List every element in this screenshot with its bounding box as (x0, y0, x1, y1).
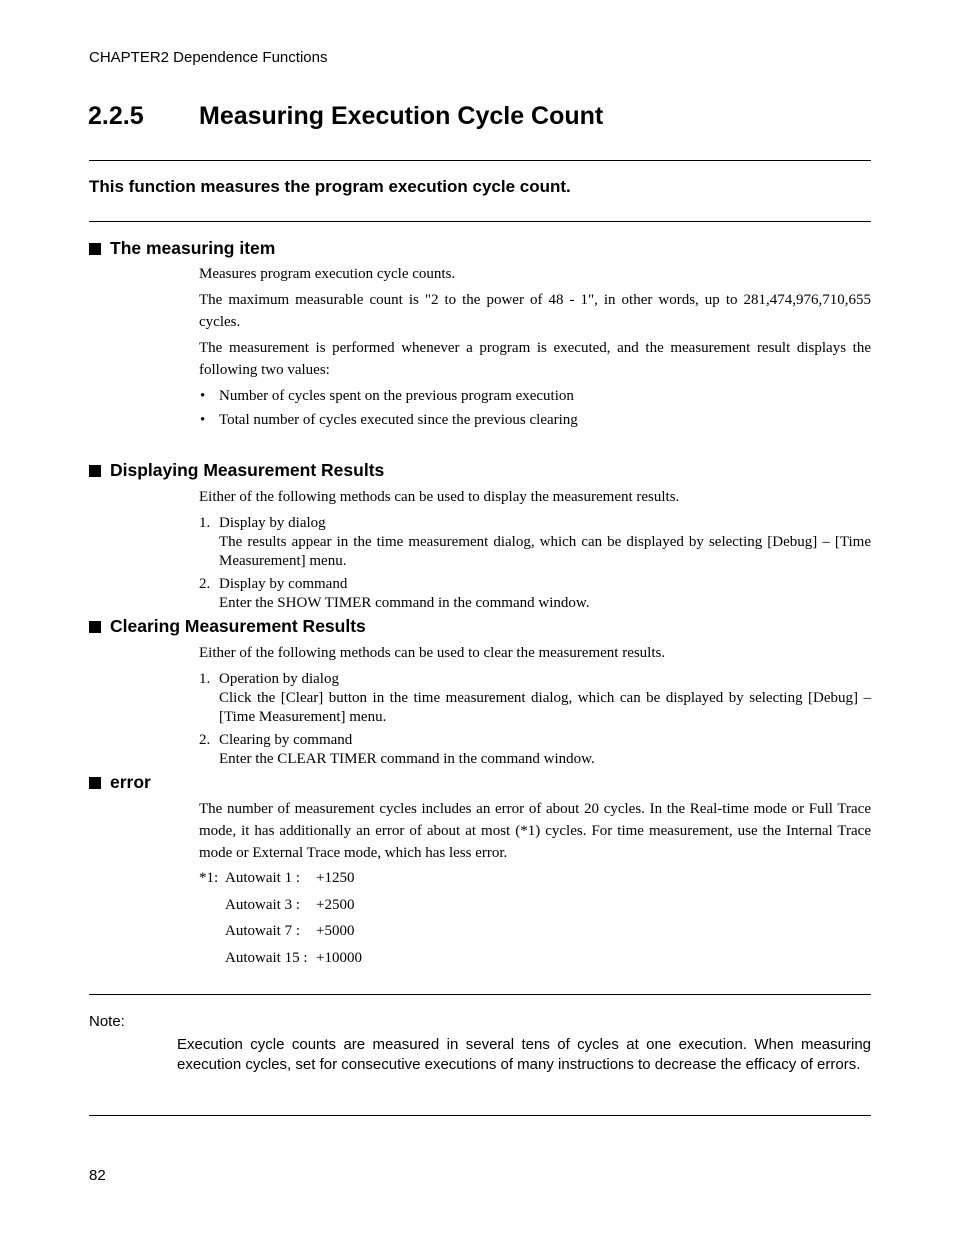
autowait-row (199, 865, 362, 892)
chapter-header: CHAPTER2 Dependence Functions (89, 49, 328, 66)
paragraph: Measures program execution cycle counts. (199, 266, 456, 282)
section-title: Measuring Execution Cycle Count (199, 102, 604, 130)
autowait-row (199, 918, 362, 945)
heading-text: Clearing Measurement Results (110, 616, 366, 636)
heading-error (89, 772, 151, 793)
item-title: Clearing by command (219, 732, 353, 748)
item-number: 2. (199, 576, 211, 592)
heading-text: error (110, 772, 151, 792)
autowait-value: +2500 (316, 896, 355, 913)
displaying-methods-list (199, 514, 871, 617)
square-bullet-icon (89, 243, 101, 255)
autowait-label: Autowait 1 : (225, 870, 300, 886)
autowait-label: Autowait 3 : (225, 896, 300, 913)
displaying-intro (199, 486, 871, 512)
item-text: Enter the CLEAR TIMER command in the command window. (219, 751, 595, 767)
autowait-label: Autowait 15 : (225, 949, 308, 966)
autowait-row (199, 892, 362, 919)
error-body (199, 798, 871, 868)
heading-clearing-results (89, 616, 366, 637)
note-label: Note: (89, 1013, 125, 1030)
item-number: 1. (199, 515, 211, 531)
item-title: Operation by dialog (219, 671, 339, 687)
divider (89, 1115, 871, 1116)
note-text: Execution cycle counts are measured in several tens of cycles at one execution. When measuring execution cycles, set for consecutive executions of many instructions to decrease the efficacy of errors. (177, 1036, 871, 1073)
heading-displaying-results (89, 460, 384, 481)
autowait-label: Autowait 7 : (225, 923, 300, 939)
section-summary: This function measures the program execution cycle count. (89, 177, 571, 196)
paragraph: Either of the following methods can be used to display the measurement results. (199, 489, 680, 505)
footnote-mark: *1: (199, 870, 219, 886)
list-item: • Number of cycles spent on the previous program execution (199, 385, 871, 407)
clearing-methods-list (199, 670, 871, 773)
paragraph: Either of the following methods can be used to clear the measurement results. (199, 645, 666, 661)
item-text: Click the [Clear] button in the time measurement dialog, which can be displayed by selecting [Debug] – [Time Measurement] menu. (219, 690, 871, 725)
paragraph: The number of measurement cycles includes an error of about 20 cycles. In the Real-time mode or Full Trace mode, it has additionally an error of about at most (*1) cycles. For time measurement, use the Internal Trace mode or External Trace mode, which has less error. (199, 801, 871, 861)
list-item (199, 575, 871, 613)
divider (89, 994, 871, 995)
heading-measuring-item (89, 238, 275, 259)
list-item (199, 514, 871, 571)
item-number: 1. (199, 671, 211, 687)
bullet-list (199, 385, 871, 431)
autowait-value: +5000 (316, 923, 355, 939)
autowait-table (199, 865, 362, 971)
item-text: The results appear in the time measurement dialog, which can be displayed by selecting [Debug] – [Time Measurement] menu. (219, 534, 871, 569)
heading-text: Displaying Measurement Results (110, 460, 385, 480)
autowait-row (199, 945, 362, 972)
list-item (199, 731, 871, 769)
paragraph: The maximum measurable count is "2 to the power of 48 - 1", in other words, up to 281,474,976,710,655 cycles. (199, 292, 871, 330)
divider (89, 221, 871, 222)
page-number: 82 (89, 1167, 106, 1184)
item-number: 2. (199, 732, 211, 748)
list-item: • Total number of cycles executed since the previous clearing (199, 409, 871, 431)
list-item (199, 670, 871, 727)
item-title: Display by dialog (219, 515, 326, 531)
autowait-value: +1250 (316, 870, 355, 886)
clearing-intro (199, 642, 871, 668)
heading-text: The measuring item (110, 238, 276, 258)
item-text: Enter the SHOW TIMER command in the command window. (219, 595, 590, 611)
square-bullet-icon (89, 465, 101, 477)
divider (89, 160, 871, 161)
square-bullet-icon (89, 621, 101, 633)
autowait-value: +10000 (316, 949, 362, 966)
paragraph: The measurement is performed whenever a program is executed, and the measurement result displays the following two values: (199, 340, 871, 378)
measuring-item-body (199, 263, 871, 433)
section-number: 2.2.5 (88, 102, 144, 130)
item-title: Display by command (219, 576, 348, 592)
square-bullet-icon (89, 777, 101, 789)
